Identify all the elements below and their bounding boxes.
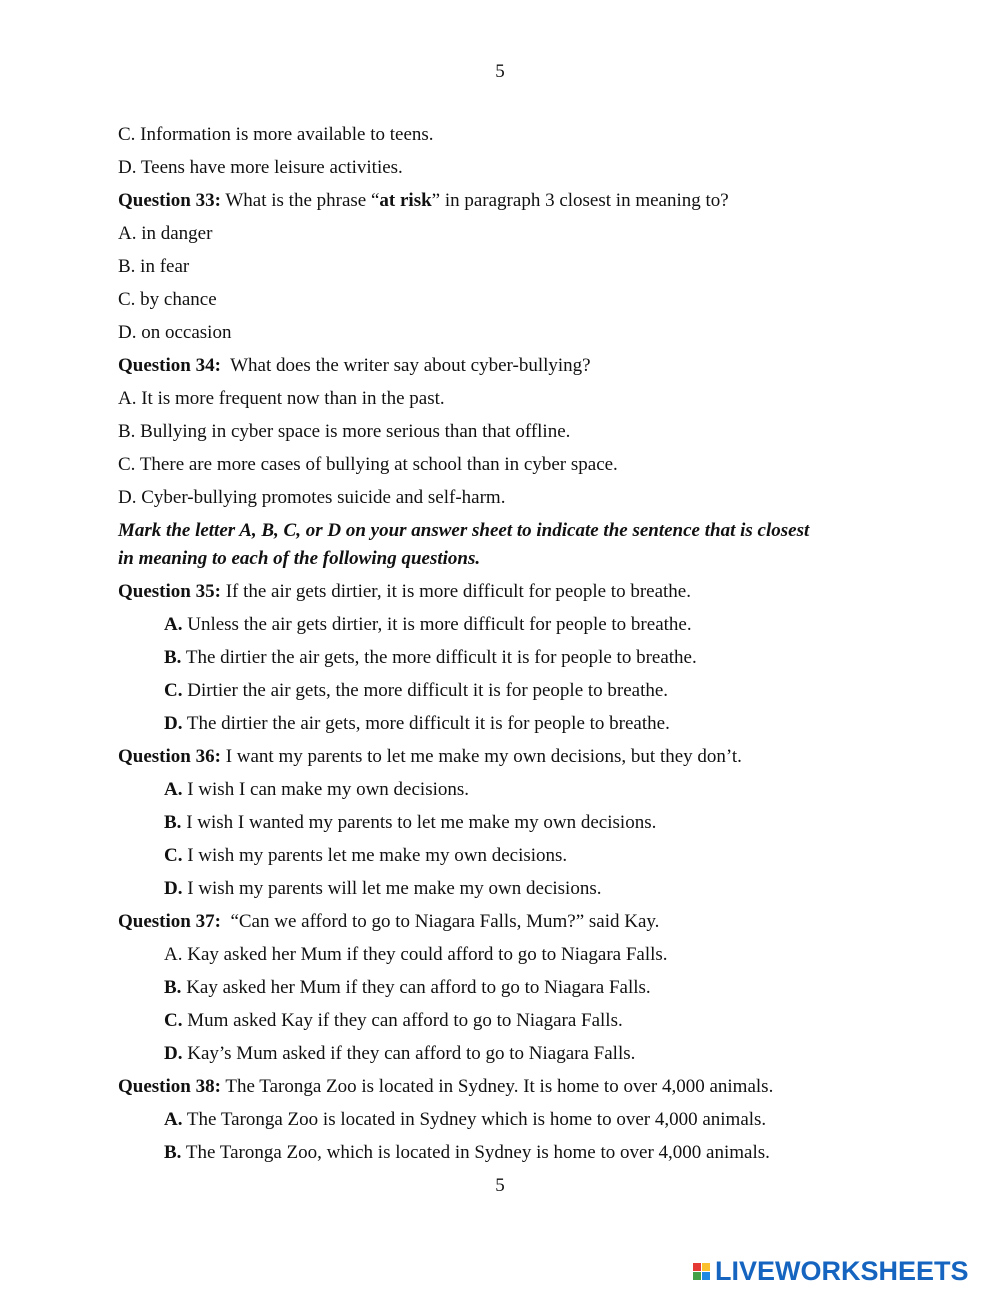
option-letter: B.: [164, 647, 182, 668]
q37-text: “Can we afford to go to Niagara Falls, Mum?” said Kay.: [220, 911, 660, 932]
liveworksheets-logo[interactable]: [693, 1256, 969, 1287]
q33-text-pre: What is the phrase “: [220, 190, 380, 211]
q36-stem: [118, 745, 742, 769]
q37-option-a: A. Kay asked her Mum if they could afford to go to Niagara Falls.: [164, 944, 668, 965]
q33-bold-phrase: at risk: [379, 190, 432, 211]
q33-option-d: D. on occasion: [118, 322, 232, 343]
q36-option-c: [164, 844, 567, 868]
q36-option-d: [164, 877, 601, 901]
q32-option-d: D. Teens have more leisure activities.: [118, 157, 403, 178]
q35-label: Question 35:: [118, 581, 221, 602]
option-letter: B.: [164, 812, 182, 833]
q34-option-a: A. It is more frequent now than in the past.: [118, 388, 445, 409]
option-letter: A.: [164, 779, 183, 800]
option-letter: C.: [164, 845, 183, 866]
q34-option-c: C. There are more cases of bullying at school than in cyber space.: [118, 454, 618, 475]
logo-square-icon: [702, 1263, 710, 1271]
option-text: I wish I wanted my parents to let me make my own decisions.: [181, 812, 657, 833]
option-text: I wish my parents let me make my own decisions.: [182, 845, 568, 866]
q33-label: Question 33:: [118, 190, 221, 211]
option-text: The dirtier the air gets, more difficult it is for people to breathe.: [182, 713, 670, 734]
option-letter: A.: [164, 614, 183, 635]
q33-option-c: C. by chance: [118, 289, 217, 310]
option-letter: C.: [164, 680, 183, 701]
q36-label: Question 36:: [118, 746, 221, 767]
option-letter: C.: [164, 1010, 183, 1031]
q38-stem: [118, 1075, 773, 1099]
q37-option-d: [164, 1042, 635, 1066]
liveworksheets-logo-icon: [693, 1263, 710, 1280]
q38-text: The Taronga Zoo is located in Sydney. It is home to over 4,000 animals.: [220, 1076, 774, 1097]
q34-option-b: B. Bullying in cyber space is more serious than that offline.: [118, 421, 571, 442]
q37-label: Question 37:: [118, 911, 221, 932]
option-text: I wish I can make my own decisions.: [182, 779, 470, 800]
q34-stem: [118, 354, 591, 378]
option-text: I wish my parents will let me make my own decisions.: [182, 878, 602, 899]
q32-option-c: C. Information is more available to teens.: [118, 124, 434, 145]
option-letter: D.: [164, 878, 183, 899]
q35-option-c: [164, 679, 668, 703]
q35-option-d: [164, 712, 670, 736]
logo-square-icon: [693, 1272, 701, 1280]
option-text: The dirtier the air gets, the more difficult it is for people to breathe.: [181, 647, 697, 668]
q38-option-b: [164, 1141, 770, 1165]
q38-label: Question 38:: [118, 1076, 221, 1097]
q35-option-a: [164, 613, 692, 637]
option-letter: D.: [164, 713, 183, 734]
option-letter: B.: [164, 977, 182, 998]
q37-stem: [118, 910, 659, 934]
instruction-line-2: in meaning to each of the following questions.: [118, 548, 481, 569]
q36-option-a: [164, 778, 469, 802]
instruction-line-1: Mark the letter A, B, C, or D on your answer sheet to indicate the sentence that is closest: [118, 520, 810, 541]
q38-option-a: [164, 1108, 766, 1132]
option-letter: D.: [164, 1043, 183, 1064]
q35-text: If the air gets dirtier, it is more difficult for people to breathe.: [220, 581, 691, 602]
logo-square-icon: [693, 1263, 701, 1271]
q37-option-c: [164, 1009, 623, 1033]
q36-text: I want my parents to let me make my own decisions, but they don’t.: [220, 746, 742, 767]
q37-option-b: [164, 976, 651, 1000]
section-instruction: [118, 517, 908, 573]
option-letter: A.: [164, 1109, 183, 1130]
option-text: Dirtier the air gets, the more difficult it is for people to breathe.: [182, 680, 669, 701]
q34-text: What does the writer say about cyber-bullying?: [220, 355, 591, 376]
option-text: The Taronga Zoo is located in Sydney which is home to over 4,000 animals.: [182, 1109, 767, 1130]
option-text: The Taronga Zoo, which is located in Sydney is home to over 4,000 animals.: [181, 1142, 770, 1163]
q34-option-d: D. Cyber-bullying promotes suicide and self-harm.: [118, 487, 506, 508]
page-number-top: 5: [495, 61, 505, 82]
q35-stem: [118, 580, 691, 604]
q33-option-b: B. in fear: [118, 256, 190, 277]
q34-label: Question 34:: [118, 355, 221, 376]
q33-stem: [118, 189, 729, 213]
q36-option-b: [164, 811, 656, 835]
q33-option-a: A. in danger: [118, 223, 213, 244]
option-letter: B.: [164, 1142, 182, 1163]
logo-square-icon: [702, 1272, 710, 1280]
option-text: Kay’s Mum asked if they can afford to go to Niagara Falls.: [182, 1043, 636, 1064]
liveworksheets-logo-text: LIVEWORKSHEETS: [715, 1256, 969, 1286]
q33-text-post: ” in paragraph 3 closest in meaning to?: [431, 190, 729, 211]
page-number-bottom: 5: [495, 1175, 505, 1196]
option-text: Mum asked Kay if they can afford to go to Niagara Falls.: [182, 1010, 623, 1031]
q35-option-b: [164, 646, 697, 670]
option-text: Kay asked her Mum if they can afford to go to Niagara Falls.: [181, 977, 651, 998]
option-text: Unless the air gets dirtier, it is more difficult for people to breathe.: [182, 614, 692, 635]
